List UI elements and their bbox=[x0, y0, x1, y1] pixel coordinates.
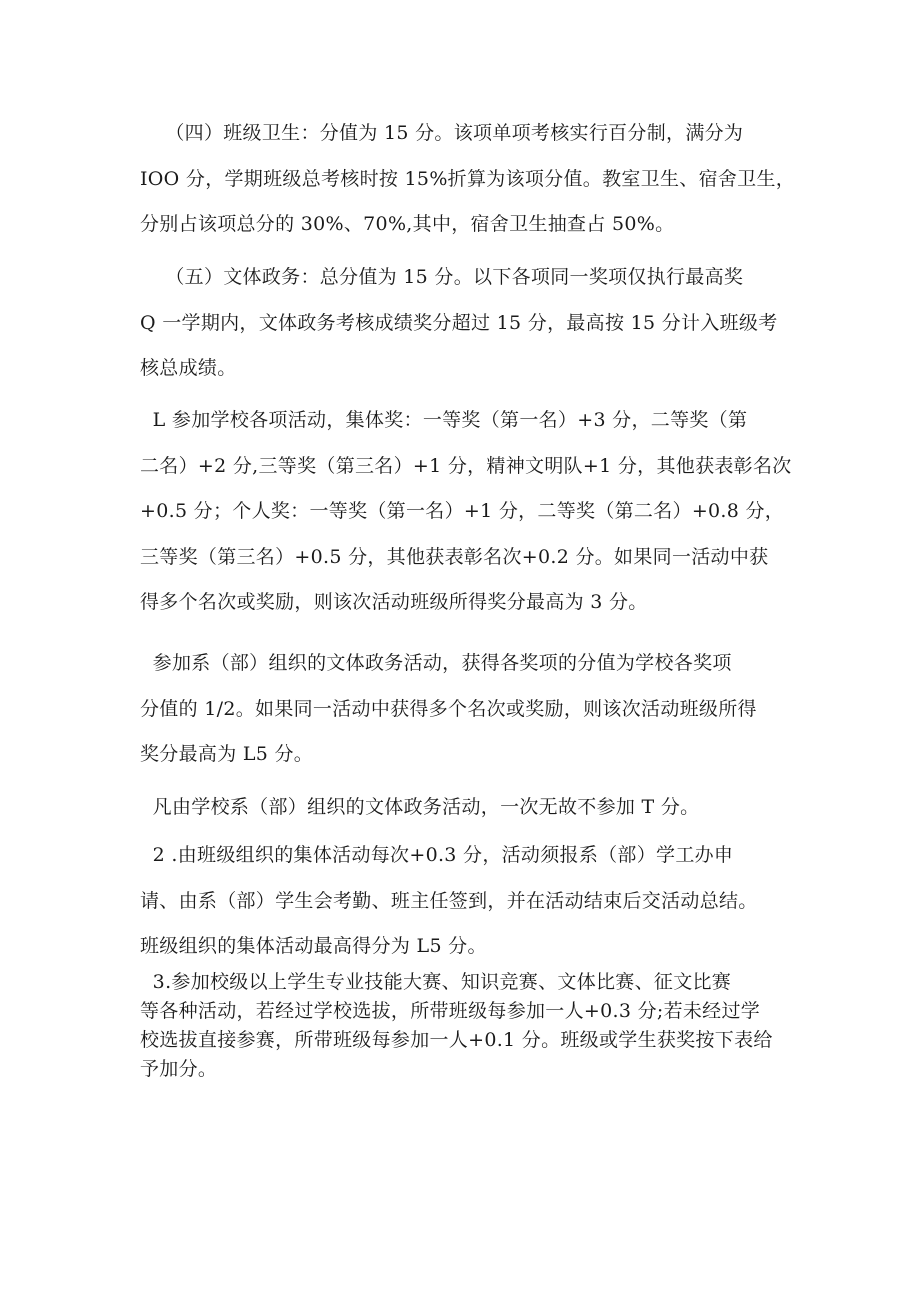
text-line: IOO 分，学期班级总考核时按 15%折算为该项分值。教室卫生、宿舍卫生， bbox=[140, 167, 796, 190]
text-line: 核总成绩。 bbox=[140, 357, 237, 379]
paragraph-department-activities bbox=[140, 641, 790, 778]
text-line: （五）文体政务：总分值为 15 分。以下各项同一奖项仅执行最高奖 bbox=[140, 266, 744, 288]
text-line: L 参加学校各项活动，集体奖：一等奖（第一名）+3 分，二等奖（第 bbox=[140, 409, 748, 431]
text-line: 3.参加校级以上学生专业技能大赛、知识竞赛、文体比赛、征文比赛 bbox=[140, 971, 732, 993]
text-line: 分别占该项总分的 30%、70%,其中，宿舍卫生抽查占 50%。 bbox=[140, 213, 675, 235]
paragraph-competitions bbox=[140, 968, 790, 1084]
text-line: 得多个名次或奖励，则该次活动班级所得奖分最高为 3 分。 bbox=[140, 591, 648, 613]
paragraph-class-hygiene bbox=[140, 111, 796, 248]
paragraph-class-activities bbox=[140, 833, 790, 970]
text-line: 三等奖（第三名）+0.5 分，其他获表彰名次+0.2 分。如果同一活动中获 bbox=[140, 545, 769, 568]
text-line: 等各种活动，若经过学校选拔，所带班级每参加一人+0.3 分;若未经过学 bbox=[140, 1000, 761, 1022]
text-line: 2 .由班级组织的集体活动每次+0.3 分，活动须报系（部）学工办申 bbox=[140, 844, 734, 866]
text-line: 校选拔直接参赛，所带班级每参加一人+0.1 分。班级或学生获奖按下表给 bbox=[140, 1029, 773, 1051]
text-line: 凡由学校系（部）组织的文体政务活动，一次无故不参加 T 分。 bbox=[140, 796, 700, 818]
text-line: （四）班级卫生：分值为 15 分。该项单项考核实行百分制，满分为 bbox=[140, 122, 744, 144]
text-line: 奖分最高为 L5 分。 bbox=[140, 743, 314, 765]
text-line: 分值的 1/2。如果同一活动中获得多个名次或奖励，则该次活动班级所得 bbox=[140, 697, 757, 720]
text-line: 班级组织的集体活动最高得分为 L5 分。 bbox=[140, 935, 487, 957]
text-line: 予加分。 bbox=[140, 1058, 218, 1080]
text-line: Q 一学期内，文体政务考核成绩奖分超过 15 分，最高按 15 分计入班级考 bbox=[140, 311, 778, 334]
paragraph-culture-sports-affairs bbox=[140, 255, 790, 392]
text-line: 二名）+2 分,三等奖（第三名）+1 分，精神文明队+1 分，其他获表彰名次 bbox=[140, 454, 792, 477]
paragraph-school-activities bbox=[140, 398, 790, 626]
text-line: 请、由系（部）学生会考勤、班主任签到，并在活动结束后交活动总结。 bbox=[140, 889, 758, 912]
text-line: 参加系（部）组织的文体政务活动，获得各奖项的分值为学校各奖项 bbox=[140, 652, 732, 674]
text-line: +0.5 分；个人奖：一等奖（第一名）+1 分，二等奖（第二名）+0.8 分， bbox=[140, 500, 785, 522]
paragraph-absence-penalty bbox=[140, 785, 790, 831]
